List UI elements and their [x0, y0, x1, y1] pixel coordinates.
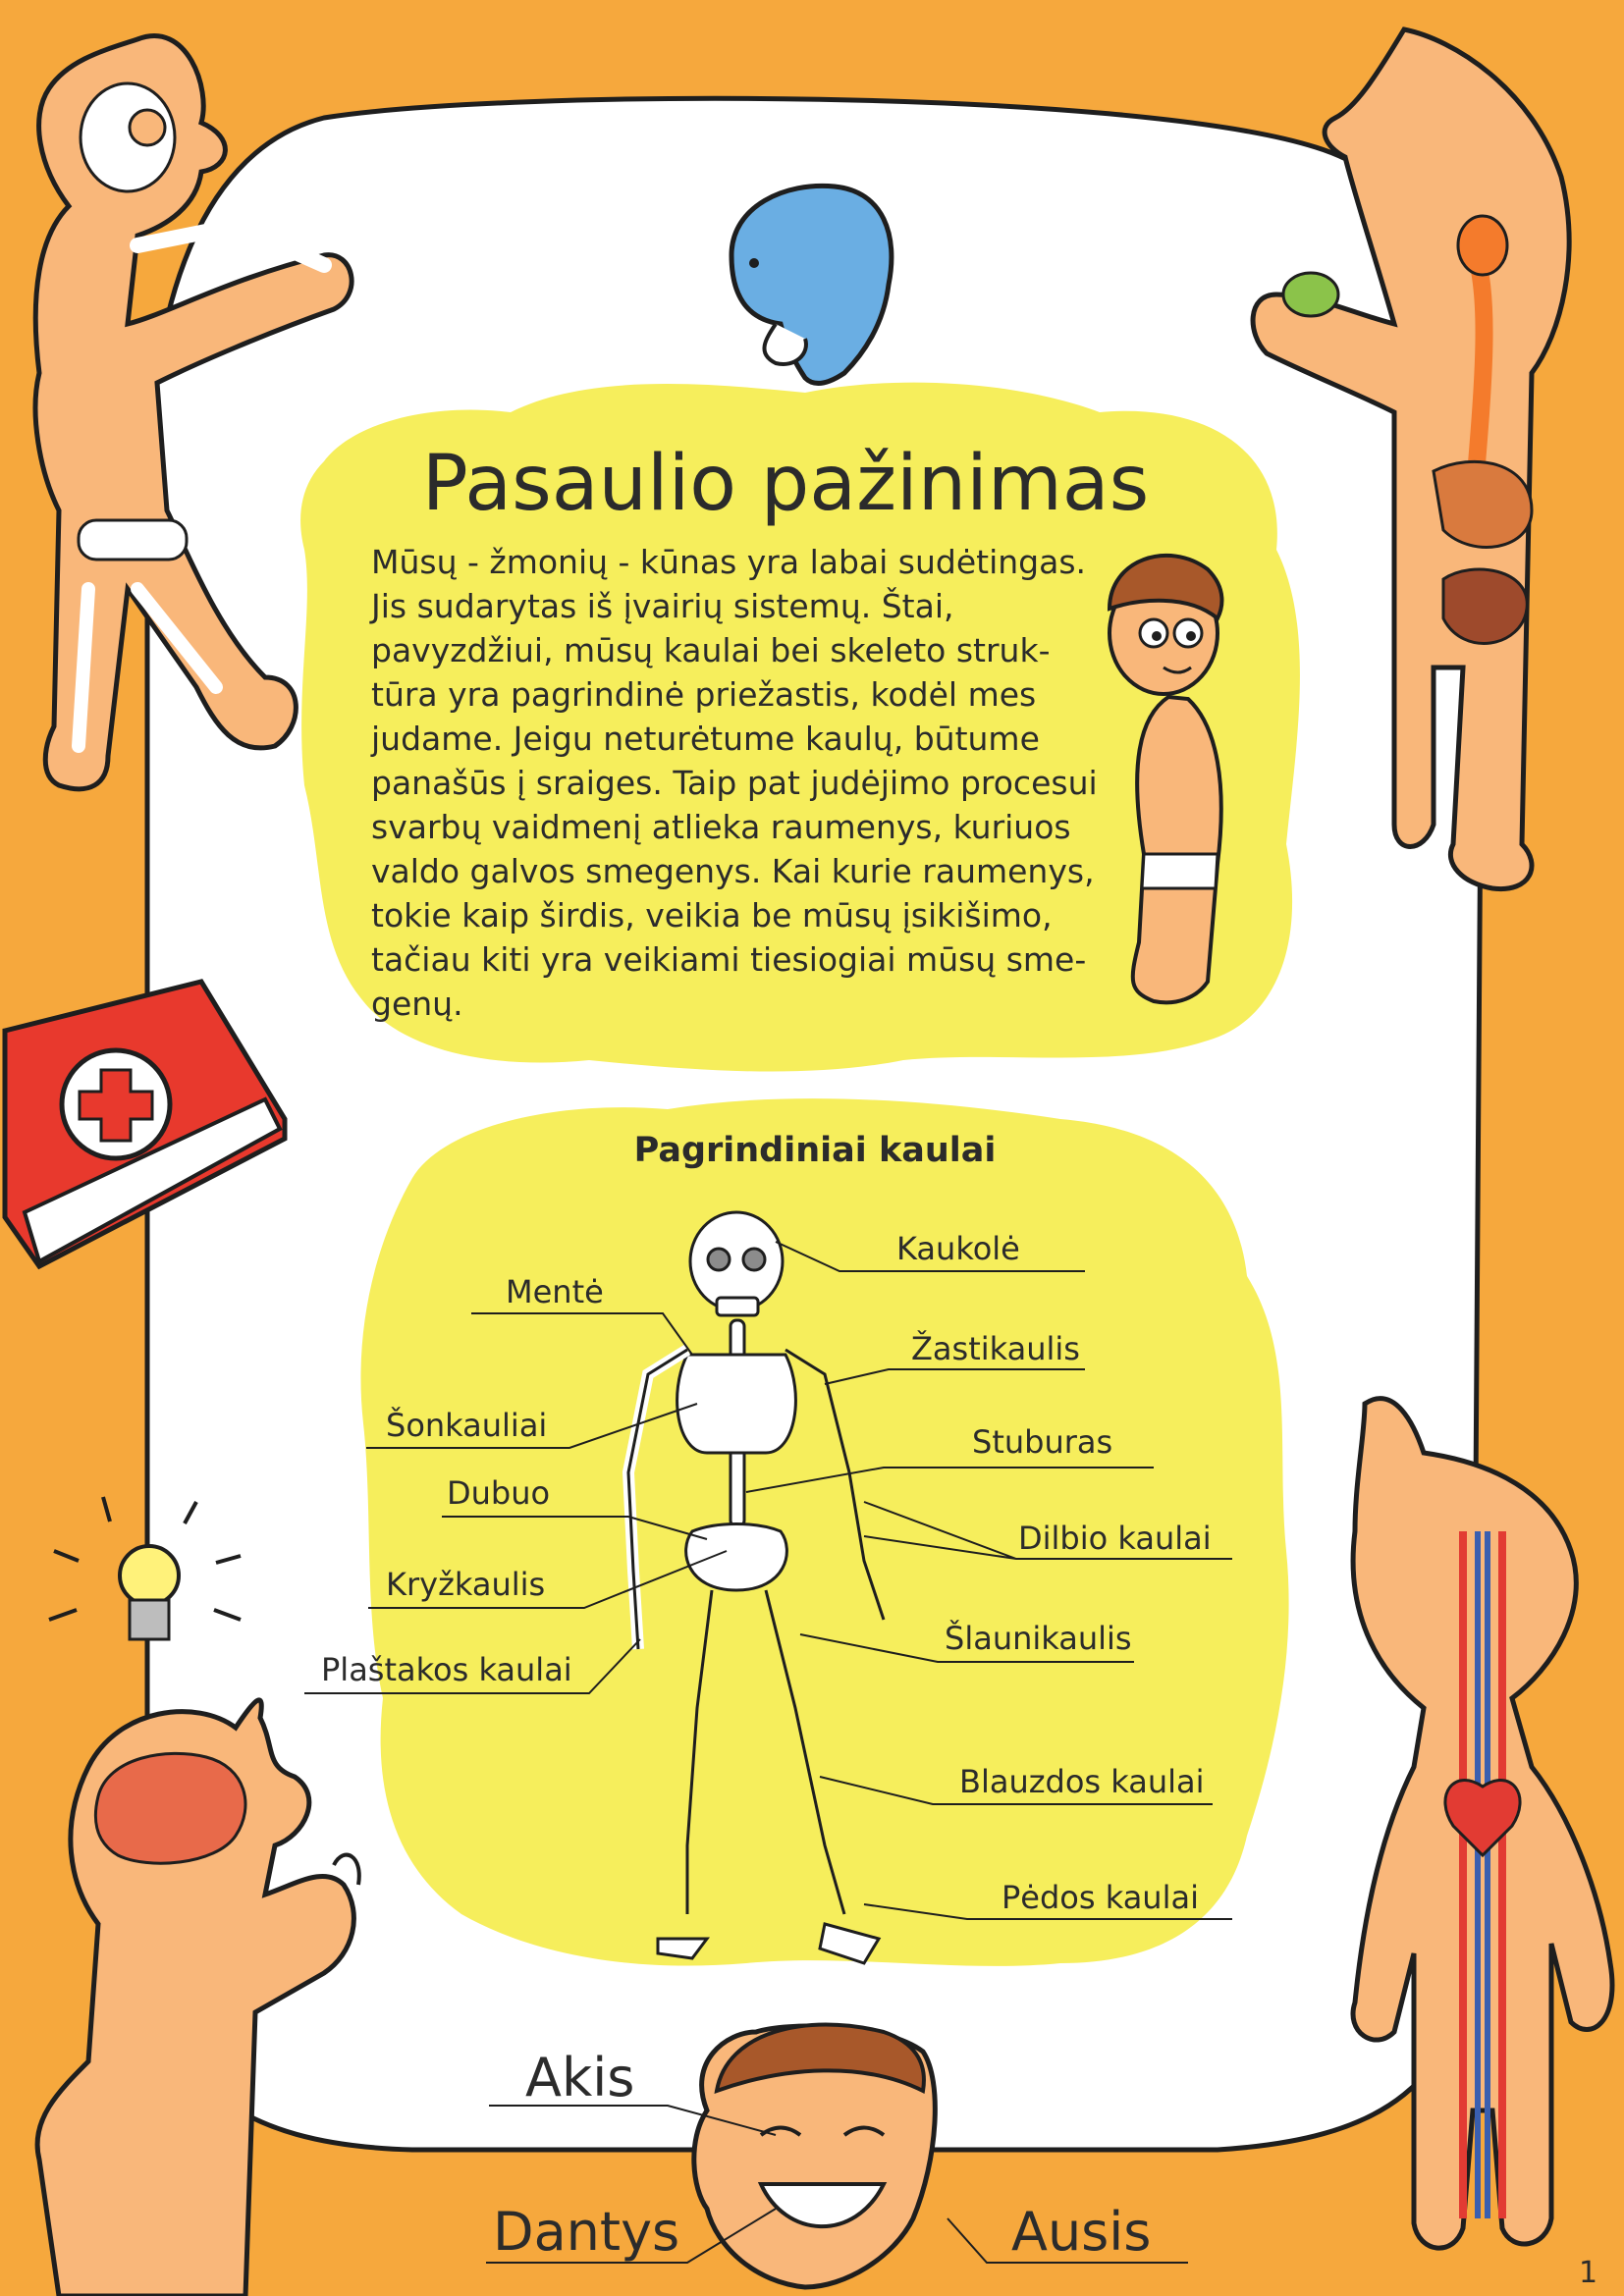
- label-kryzkaulis: Kryžkaulis: [386, 1566, 546, 1603]
- label-akis: Akis: [525, 2047, 635, 2109]
- body-line: pavyzdžiui, mūsų kaulai bei skeleto struk-: [371, 631, 1051, 669]
- label-stuburas: Stuburas: [972, 1423, 1113, 1461]
- label-blauzdos-kaulai: Blauzdos kaulai: [959, 1763, 1205, 1800]
- body-line: valdo galvos smegenys. Kai kurie raumenys,: [371, 852, 1095, 890]
- page-title: Pasaulio pažinimas: [421, 440, 1150, 528]
- label-dubuo: Dubuo: [447, 1474, 551, 1512]
- body-line: panašūs į sraiges. Taip pat judėjimo procesui: [371, 764, 1098, 802]
- body-line: tačiau kiti yra veikiami tiesiogiai mūsų sme-: [371, 940, 1087, 979]
- skeleton-section-heading: Pagrindiniai kaulai: [633, 1131, 997, 1170]
- circulatory-figure-icon: [1353, 1399, 1612, 2249]
- label-sonkauliai: Šonkauliai: [386, 1407, 548, 1444]
- body-line: svarbų vaidmenį atlieka raumenys, kuriuos: [371, 808, 1071, 846]
- label-pedos-kaulai: Pėdos kaulai: [1001, 1879, 1199, 1916]
- body-line: Jis sudarytas iš įvairių sistemų. Štai,: [371, 587, 954, 625]
- smiling-face-icon: [694, 2025, 936, 2288]
- label-ausis: Ausis: [1011, 2201, 1152, 2263]
- page-number: 1: [1579, 2256, 1598, 2290]
- label-kaukole: Kaukolė: [896, 1230, 1020, 1267]
- label-dantys: Dantys: [493, 2201, 680, 2263]
- body-line: tokie kaip širdis, veikia be mūsų įsikišimo,: [371, 896, 1053, 934]
- label-plastakos-kaulai: Plaštakos kaulai: [321, 1651, 572, 1688]
- body-paragraph: [371, 540, 1098, 1026]
- label-mente: Mentė: [506, 1273, 604, 1310]
- body-line: tūra yra pagrindinė priežastis, kodėl mes: [371, 675, 1037, 714]
- body-line: genų.: [371, 985, 463, 1023]
- label-slaunikaulis: Šlaunikaulis: [945, 1620, 1132, 1657]
- label-zastikaulis: Žastikaulis: [911, 1330, 1080, 1367]
- body-line: Mūsų - žmonių - kūnas yra labai sudėtingas.: [371, 543, 1087, 581]
- body-line: judame. Jeigu neturėtume kaulų, būtume: [371, 720, 1040, 758]
- label-dilbio-kaulai: Dilbio kaulai: [1018, 1520, 1212, 1557]
